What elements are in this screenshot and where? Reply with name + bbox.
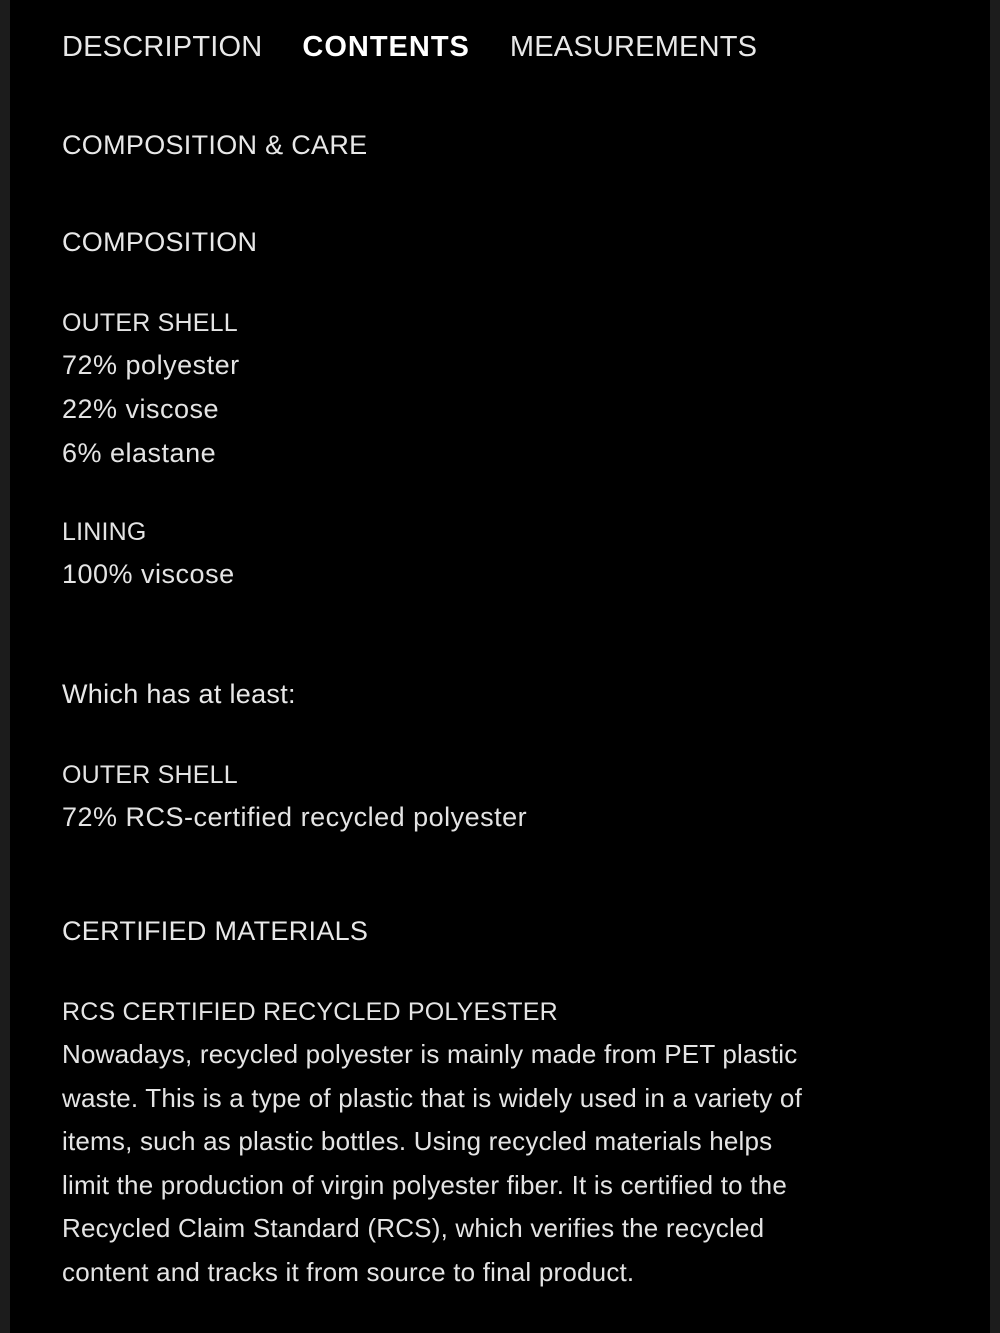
panel-content [62, 0, 942, 1287]
right-edge [990, 0, 1000, 1333]
composition-item: 72% RCS-certified recycled polyester [62, 802, 528, 832]
outer-shell-list [62, 343, 240, 475]
lining-list [62, 552, 235, 596]
description-line: limit the production of virgin polyester fiber. It is certified to the [62, 1169, 788, 1200]
description-line: items, such as plastic bottles. Using recycled materials helps [62, 1126, 773, 1156]
composition-item: 100% viscose [62, 559, 235, 589]
description-line: content and tracks it from source to final product. [62, 1256, 635, 1287]
composition-item: 6% elastane [62, 438, 217, 468]
certified-material-title: RCS CERTIFIED RECYCLED POLYESTER [62, 998, 558, 1026]
description-line: Recycled Claim Standard (RCS), which verifies the recycled [62, 1213, 765, 1243]
description-line: Nowadays, recycled polyester is mainly made from PET plastic [62, 1039, 798, 1069]
tab-description[interactable]: DESCRIPTION [62, 30, 263, 63]
tab-measurements[interactable]: MEASUREMENTS [509, 30, 758, 63]
outer-shell-label: OUTER SHELL [62, 309, 238, 337]
description-line: waste. This is a type of plastic that is widely used in a variety of [62, 1082, 803, 1113]
left-edge [0, 0, 10, 1333]
section-title: COMPOSITION & CARE [62, 130, 368, 160]
recycled-outer-shell-list [62, 795, 527, 839]
tab-contents[interactable]: CONTENTS [302, 30, 470, 63]
composition-item: 22% viscose [62, 394, 220, 424]
details-tabs [62, 27, 942, 67]
composition-heading: COMPOSITION [62, 227, 258, 257]
product-details-panel [10, 0, 990, 1333]
recycled-outer-shell-label: OUTER SHELL [62, 761, 238, 789]
certified-material-description [62, 1033, 802, 1294]
at-least-intro: Which has at least: [62, 679, 296, 709]
lining-label: LINING [62, 518, 147, 546]
certified-materials-heading: CERTIFIED MATERIALS [62, 916, 369, 946]
composition-item: 72% polyester [62, 350, 240, 380]
